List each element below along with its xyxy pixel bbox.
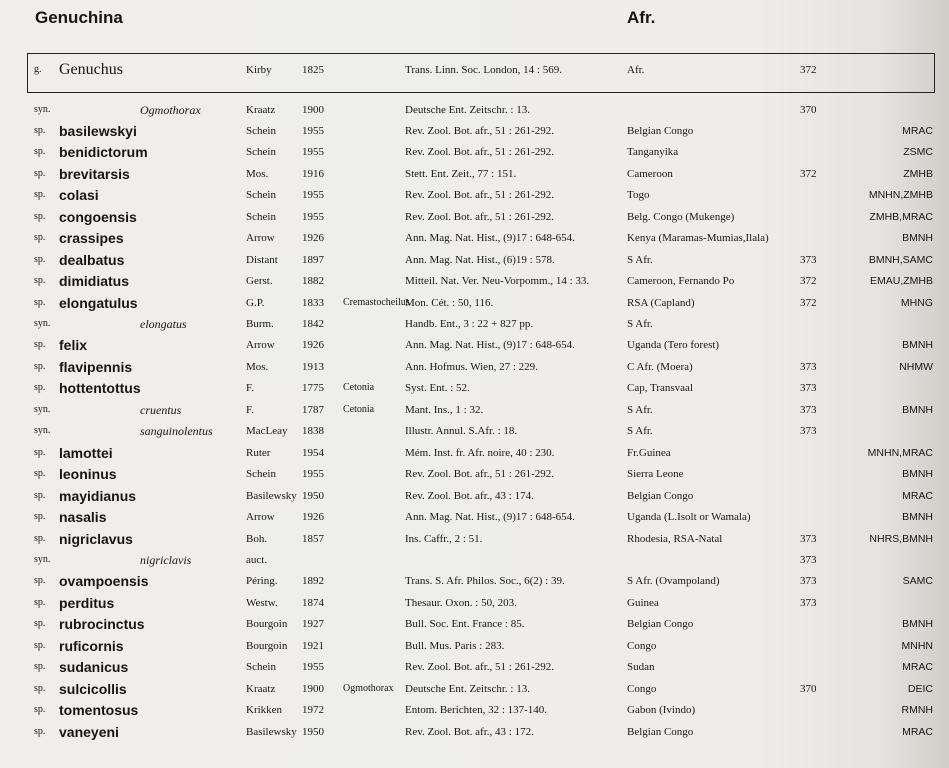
- reference: Rev. Zool. Bot. afr., 51 : 261-292.: [405, 124, 554, 137]
- collection: MRAC: [902, 725, 933, 738]
- rank: sp.: [34, 639, 46, 651]
- reference: Trans. S. Afr. Philos. Soc., 6(2) : 39.: [405, 575, 565, 588]
- rank: sp.: [34, 382, 46, 394]
- rank: sp.: [34, 232, 46, 244]
- author: G.P.: [246, 296, 265, 309]
- synonym-name: Ogmothorax: [140, 102, 201, 117]
- author: Bourgoin: [246, 618, 288, 631]
- species-name: elongatulus: [59, 294, 138, 311]
- locality: Sudan: [627, 661, 655, 674]
- page-number: 372: [800, 296, 817, 309]
- locality: S Afr. (Ovampoland): [627, 575, 720, 588]
- species-name: rubrocinctus: [59, 616, 145, 633]
- page-number: 373: [800, 360, 817, 373]
- year: 1775: [302, 382, 324, 395]
- page-number: 373: [800, 532, 817, 545]
- rank: sp.: [34, 339, 46, 351]
- author: Arrow: [246, 511, 275, 524]
- locality: Belgian Congo: [627, 489, 694, 502]
- author: F.: [246, 382, 254, 395]
- table-row: [0, 250, 949, 270]
- reference: Rev. Zool. Bot. afr., 51 : 261-292.: [405, 210, 554, 223]
- region-heading: Afr.: [627, 8, 656, 27]
- rank: syn.: [34, 553, 51, 565]
- table-row: [0, 464, 949, 484]
- collection: BMNH: [902, 339, 933, 352]
- page-number: 373: [800, 425, 817, 438]
- author: Schein: [246, 146, 276, 159]
- author: Péring.: [246, 575, 278, 588]
- species-name: dealbatus: [59, 251, 125, 268]
- year: 1882: [302, 275, 324, 288]
- table-row: [0, 228, 949, 248]
- year: 1913: [302, 360, 324, 373]
- reference: Deutsche Ent. Zeitschr. : 13.: [405, 103, 530, 116]
- year: 1955: [302, 210, 324, 223]
- collection: BMNH: [902, 403, 933, 416]
- rank: sp.: [34, 704, 46, 716]
- locality: RSA (Capland): [627, 296, 695, 309]
- locality: Cap, Transvaal: [627, 382, 693, 395]
- species-name: ovampoensis: [59, 573, 149, 590]
- species-name: leoninus: [59, 466, 117, 483]
- table-row: [0, 185, 949, 205]
- year: 1955: [302, 661, 324, 674]
- reference: Bull. Soc. Ent. France : 85.: [405, 618, 525, 631]
- species-name: sulcicollis: [59, 680, 127, 697]
- table-row: [0, 378, 949, 398]
- collection: BMNH: [902, 468, 933, 481]
- locality: S Afr.: [627, 253, 653, 266]
- synonym-name: sanguinolentus: [140, 424, 213, 439]
- locality: Guinea: [627, 596, 659, 609]
- year: 1900: [302, 682, 324, 695]
- rank: sp.: [34, 661, 46, 673]
- table-row: [0, 636, 949, 656]
- locality: Belgian Congo: [627, 618, 694, 631]
- year: 1955: [302, 468, 324, 481]
- author: Basilewsky: [246, 725, 297, 738]
- collection: NHMW: [899, 360, 933, 373]
- locality: Fr.Guinea: [627, 446, 671, 459]
- table-row: [0, 679, 949, 699]
- year: 1787: [302, 403, 324, 416]
- rank: sp.: [34, 189, 46, 201]
- collection: SAMC: [902, 575, 933, 588]
- table-row: [0, 657, 949, 677]
- page-number: 373: [800, 553, 817, 566]
- collection: ZMHB,MRAC: [869, 210, 933, 223]
- table-row: [0, 507, 949, 527]
- year: 1838: [302, 425, 324, 438]
- author: Kraatz: [246, 103, 276, 116]
- reference: Rev. Zool. Bot. afr., 43 : 174.: [405, 489, 534, 502]
- synonym-name: elongatus: [140, 317, 187, 331]
- locality: Gabon (Ivindo): [627, 704, 696, 717]
- locality: Belgian Congo: [627, 124, 694, 137]
- year: 1955: [302, 189, 324, 202]
- table-row: [0, 314, 949, 334]
- table-row: [0, 357, 949, 377]
- collection: MRAC: [902, 124, 933, 137]
- reference: Deutsche Ent. Zeitschr. : 13.: [405, 682, 530, 695]
- rank: sp.: [34, 468, 46, 480]
- species-name: ruficornis: [59, 637, 124, 654]
- rank: sp.: [34, 682, 46, 694]
- table-row: [0, 293, 949, 313]
- rank: syn.: [34, 403, 51, 415]
- year: 1874: [302, 596, 324, 609]
- genus-name: Genuchus: [59, 61, 123, 78]
- locality: Rhodesia, RSA-Natal: [627, 532, 723, 545]
- collection: MRAC: [902, 489, 933, 502]
- page-number: 373: [800, 382, 817, 395]
- year: 1900: [302, 103, 324, 116]
- collection: DEIC: [907, 682, 933, 695]
- collection: EMAU,ZMHB: [870, 275, 933, 288]
- author: Distant: [246, 253, 278, 266]
- author: Basilewsky: [246, 489, 297, 502]
- reference: Ann. Hofmus. Wien, 27 : 229.: [405, 360, 538, 373]
- species-name: sudanicus: [59, 659, 129, 676]
- rank: sp.: [34, 167, 46, 179]
- rank: syn.: [34, 103, 51, 115]
- genus-locality: Afr.: [627, 64, 645, 76]
- year: 1926: [302, 339, 324, 352]
- table-row: [0, 421, 949, 441]
- author: Schein: [246, 210, 276, 223]
- rank: sp.: [34, 489, 46, 501]
- reference: Bull. Mus. Paris : 283.: [405, 639, 505, 652]
- genus-heading: Genuchina: [35, 8, 123, 27]
- reference: Ann. Mag. Nat. Hist., (9)17 : 648-654.: [405, 511, 575, 524]
- author: Schein: [246, 661, 276, 674]
- year: 1972: [302, 704, 324, 717]
- rank: sp.: [34, 146, 46, 158]
- locality: Belg. Congo (Mukenge): [627, 210, 735, 223]
- table-row: [0, 593, 949, 613]
- reference: Entom. Berichten, 32 : 137-140.: [405, 704, 548, 717]
- year: 1954: [302, 446, 324, 459]
- page-number: 373: [800, 403, 817, 416]
- rank: sp.: [34, 511, 46, 523]
- author: Bourgoin: [246, 639, 288, 652]
- species-name: nasalis: [59, 509, 107, 526]
- species-name: felix: [59, 337, 88, 354]
- species-name: brevitarsis: [59, 165, 130, 182]
- locality: Uganda (Tero forest): [627, 339, 720, 352]
- reference: Syst. Ent. : 52.: [405, 382, 470, 395]
- year: 1950: [302, 489, 324, 502]
- reference: Ins. Caffr., 2 : 51.: [405, 532, 483, 545]
- year: 1897: [302, 253, 324, 266]
- page-number: 373: [800, 596, 817, 609]
- table-row: [0, 400, 949, 420]
- page-number: 372: [800, 275, 817, 288]
- rank: sp.: [34, 446, 46, 458]
- table-row: [0, 486, 949, 506]
- reference: Mitteil. Nat. Ver. Neu-Vorpomm., 14 : 33.: [405, 275, 590, 288]
- collection: NHRS,BMNH: [869, 532, 933, 545]
- table-row: [0, 100, 949, 120]
- author: Schein: [246, 468, 276, 481]
- reference: Stett. Ent. Zeit., 77 : 151.: [405, 167, 517, 180]
- locality: Tanganyika: [627, 146, 679, 159]
- author: Arrow: [246, 232, 275, 245]
- year: 1950: [302, 725, 324, 738]
- collection: MRAC: [902, 661, 933, 674]
- species-name: lamottei: [59, 444, 113, 461]
- original-genus: Cetonia: [343, 403, 375, 415]
- author: Schein: [246, 124, 276, 137]
- reference: Illustr. Annul. S.Afr. : 18.: [405, 425, 518, 438]
- collection: MNHN,ZMHB: [868, 189, 933, 202]
- table-row: [0, 571, 949, 591]
- rank: sp.: [34, 575, 46, 587]
- synonym-name: nigriclavis: [140, 552, 192, 567]
- page-number: 372: [800, 167, 817, 180]
- species-name: colasi: [59, 187, 99, 204]
- locality: Togo: [627, 189, 650, 202]
- author: Gerst.: [246, 275, 273, 288]
- year: 1927: [302, 618, 324, 631]
- locality: Congo: [627, 639, 657, 652]
- table-row: [0, 164, 949, 184]
- synonym-name: cruentus: [140, 402, 182, 417]
- genus-rank: g.: [34, 64, 42, 75]
- table-row: [0, 614, 949, 634]
- year: 1916: [302, 167, 324, 180]
- reference: Rev. Zool. Bot. afr., 51 : 261-292.: [405, 146, 554, 159]
- collection: BMNH: [902, 618, 933, 631]
- author: MacLeay: [246, 425, 288, 438]
- collection: RMNH: [901, 704, 933, 717]
- rank: sp.: [34, 124, 46, 136]
- page-number: 370: [800, 682, 817, 695]
- table-row: [0, 207, 949, 227]
- rank: syn.: [34, 425, 51, 437]
- author: F.: [246, 403, 254, 416]
- author: Ruter: [246, 446, 271, 459]
- rank: sp.: [34, 275, 46, 287]
- author: Mos.: [246, 360, 269, 373]
- locality: Cameroon, Fernando Po: [627, 275, 735, 288]
- reference: Mém. Inst. fr. Afr. noire, 40 : 230.: [405, 446, 555, 459]
- table-row: [0, 335, 949, 355]
- author: Krikken: [246, 704, 283, 717]
- reference: Rev. Zool. Bot. afr., 43 : 172.: [405, 725, 534, 738]
- reference: Handb. Ent., 3 : 22 + 827 pp.: [405, 318, 534, 330]
- year: 1921: [302, 639, 324, 652]
- year: 1955: [302, 146, 324, 159]
- author: Burm.: [246, 318, 274, 330]
- species-name: hottentottus: [59, 380, 141, 397]
- locality: Congo: [627, 682, 657, 695]
- reference: Mon. Cét. : 50, 116.: [405, 296, 494, 309]
- locality: C Afr. (Moera): [627, 360, 693, 373]
- original-genus: Cetonia: [343, 382, 375, 394]
- genus-author: Kirby: [246, 64, 272, 76]
- year: 1892: [302, 575, 324, 588]
- author: Westw.: [246, 596, 278, 609]
- table-row: [0, 722, 949, 742]
- rank: sp.: [34, 618, 46, 630]
- reference: Rev. Zool. Bot. afr., 51 : 261-292.: [405, 661, 554, 674]
- author: Boh.: [246, 532, 268, 545]
- table-row: [0, 271, 949, 291]
- year: 1842: [302, 318, 324, 330]
- species-name: dimidiatus: [59, 273, 130, 290]
- author: Schein: [246, 189, 276, 202]
- rank: sp.: [34, 296, 46, 308]
- reference: Ann. Mag. Nat. Hist., (9)17 : 648-654.: [405, 339, 575, 352]
- reference: Ann. Mag. Nat. Hist., (9)17 : 648-654.: [405, 232, 575, 245]
- rank: sp.: [34, 532, 46, 544]
- table-row: [0, 700, 949, 720]
- rank: sp.: [34, 210, 46, 222]
- species-name: benidictorum: [59, 144, 148, 161]
- reference: Thesaur. Oxon. : 50, 203.: [405, 596, 517, 609]
- locality: Kenya (Maramas-Mumias,Ilala): [627, 232, 769, 245]
- reference: Rev. Zool. Bot. afr., 51 : 261-292.: [405, 189, 554, 202]
- year: 1857: [302, 532, 324, 545]
- genus-year: 1825: [302, 64, 324, 76]
- locality: S Afr.: [627, 425, 653, 438]
- collection: MNHN,MRAC: [867, 446, 933, 459]
- year: 1955: [302, 124, 324, 137]
- locality: Sierra Leone: [627, 468, 684, 481]
- genus-page: 372: [800, 64, 817, 76]
- species-name: tomentosus: [59, 702, 139, 719]
- table-row: [0, 529, 949, 549]
- rank: sp.: [34, 596, 46, 608]
- year: 1833: [302, 296, 324, 309]
- author: auct.: [246, 553, 268, 566]
- reference: Ann. Mag. Nat. Hist., (6)19 : 578.: [405, 253, 555, 266]
- species-name: perditus: [59, 594, 115, 611]
- genus-record-row: [0, 60, 949, 80]
- reference: Mant. Ins., 1 : 32.: [405, 403, 484, 416]
- species-name: basilewskyi: [59, 122, 137, 139]
- page-number: 370: [800, 103, 817, 116]
- locality: Uganda (L.Isolt or Wamala): [627, 511, 751, 524]
- author: Kraatz: [246, 682, 276, 695]
- collection: MNHN: [901, 639, 933, 652]
- collection: BMNH: [902, 511, 933, 524]
- year: 1926: [302, 511, 324, 524]
- original-genus: Cremastocheilus: [343, 296, 410, 308]
- rank: syn.: [34, 318, 51, 329]
- collection: BMNH,SAMC: [868, 253, 933, 266]
- species-name: flavipennis: [59, 358, 133, 375]
- species-name: congoensis: [59, 208, 137, 225]
- original-genus: Ogmothorax: [343, 682, 394, 694]
- rank: sp.: [34, 360, 46, 372]
- table-row: [0, 550, 949, 570]
- genus-reference: Trans. Linn. Soc. London, 14 : 569.: [405, 64, 562, 76]
- table-row: [0, 142, 949, 162]
- rank: sp.: [34, 253, 46, 265]
- locality: S Afr.: [627, 318, 653, 330]
- collection: ZSMC: [903, 146, 933, 159]
- author: Mos.: [246, 167, 269, 180]
- collection: MHNG: [900, 296, 933, 309]
- collection: BMNH: [902, 232, 933, 245]
- page-number: 373: [800, 575, 817, 588]
- locality: S Afr.: [627, 403, 653, 416]
- reference: Rev. Zool. Bot. afr., 51 : 261-292.: [405, 468, 554, 481]
- rank: sp.: [34, 725, 46, 737]
- locality: Cameroon: [627, 167, 673, 180]
- table-row: [0, 443, 949, 463]
- species-name: mayidianus: [59, 487, 137, 504]
- species-name: crassipes: [59, 230, 124, 247]
- author: Arrow: [246, 339, 275, 352]
- table-row: [0, 121, 949, 141]
- collection: ZMHB: [903, 167, 933, 180]
- species-name: nigriclavus: [59, 530, 133, 547]
- species-name: vaneyeni: [59, 723, 119, 740]
- locality: Belgian Congo: [627, 725, 694, 738]
- year: 1926: [302, 232, 324, 245]
- page-number: 373: [800, 253, 817, 266]
